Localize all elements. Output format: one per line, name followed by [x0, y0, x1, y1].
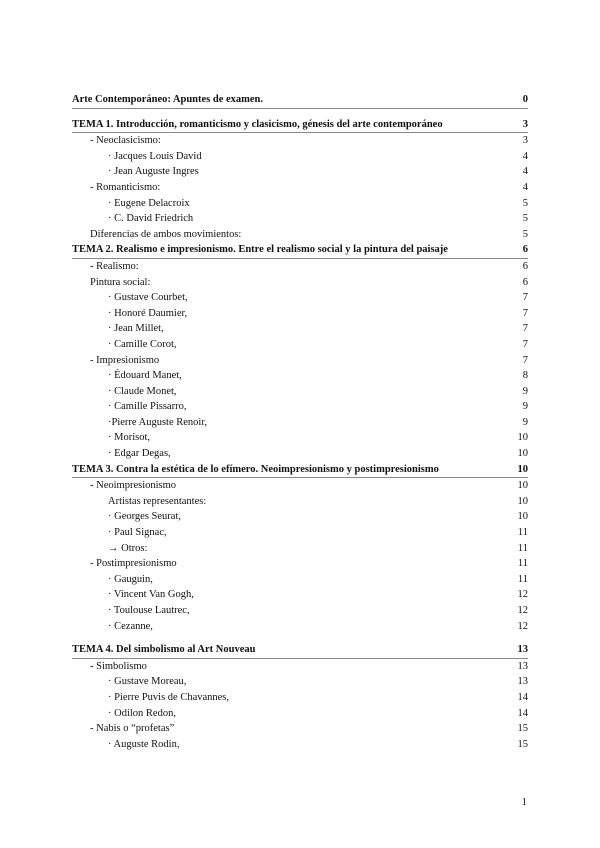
toc-page-number: 7: [522, 338, 528, 350]
toc-entry-text: · Eugene Delacroix: [108, 197, 190, 209]
page-number: 1: [521, 796, 527, 808]
toc-page-number: 14: [517, 691, 528, 703]
toc-entry-text: - Neoclasicismo:: [90, 135, 161, 147]
toc-page-number: 13: [517, 644, 528, 656]
toc-page-number: 13: [517, 676, 528, 688]
toc-entry[interactable]: [72, 353, 528, 369]
toc-entry[interactable]: [72, 509, 528, 525]
table-of-contents: [72, 92, 528, 752]
toc-entry-text: · Gustave Moreau,: [108, 676, 187, 688]
toc-entry-text: Pintura social:: [90, 276, 151, 288]
toc-entry-text: · Jean Auguste Ingres: [108, 166, 199, 178]
toc-entry[interactable]: [72, 603, 528, 619]
toc-entry-text: · Paul Signac,: [108, 527, 167, 539]
toc-entry[interactable]: [72, 737, 528, 753]
toc-entry-text: - Nabis o “profetas”: [90, 723, 175, 735]
toc-page-number: 12: [517, 605, 528, 616]
toc-entry[interactable]: [72, 415, 528, 431]
toc-entry-text: · Cezanne,: [108, 620, 153, 632]
toc-entry-text: - Romanticismo:: [90, 181, 161, 193]
toc-entry-text: · Georges Seurat,: [108, 511, 181, 523]
toc-entry-text: · Morisot,: [108, 432, 150, 444]
toc-entry-text: TEMA 3. Contra la estética de lo efímero. Neoimpresionismo y postimpresionismo: [72, 463, 439, 475]
toc-page-number: 6: [522, 276, 528, 288]
toc-entry-text: · Jacques Louis David: [108, 150, 202, 162]
toc-entry[interactable]: [72, 446, 528, 462]
toc-entry-text: · Odilon Redon,: [108, 707, 176, 719]
toc-entry-text: · Pierre Puvis de Chavannes,: [108, 691, 230, 703]
toc-entry[interactable]: [72, 556, 528, 572]
toc-entry[interactable]: [72, 164, 528, 180]
toc-page-number: 3: [522, 118, 528, 130]
toc-page-number: 4: [522, 150, 528, 162]
toc-heading[interactable]: [72, 242, 528, 259]
toc-entry[interactable]: [72, 133, 528, 149]
toc-entry[interactable]: [72, 180, 528, 196]
toc-page-number: 10: [517, 495, 528, 507]
toc-page-number: 10: [517, 480, 528, 492]
toc-page-number: 11: [517, 542, 528, 554]
toc-entry[interactable]: [72, 275, 528, 291]
toc-page-number: 5: [522, 213, 528, 225]
toc-entry-text: - Realismo:: [90, 260, 139, 272]
toc-entry[interactable]: [72, 306, 528, 322]
toc-page-number: 4: [522, 181, 528, 193]
toc-entry[interactable]: [72, 290, 528, 306]
toc-page-number: 10: [517, 511, 528, 523]
toc-entry-text: Arte Contemporáneo: Apuntes de examen.: [72, 94, 264, 105]
toc-heading[interactable]: [72, 642, 528, 659]
toc-entry-text: · Auguste Rodin,: [108, 738, 180, 750]
toc-entry[interactable]: [72, 619, 528, 635]
toc-entry-text: - Postimpresionismo: [90, 558, 177, 570]
toc-page-number: 7: [522, 354, 528, 366]
section-gap: [72, 634, 528, 642]
toc-entry[interactable]: [72, 674, 528, 690]
toc-page-number: 4: [522, 166, 528, 178]
toc-entry[interactable]: [72, 706, 528, 722]
toc-entry-text: · C. David Friedrich: [108, 213, 194, 225]
toc-entry-text: → Otros:: [108, 542, 148, 554]
toc-page-number: 10: [517, 463, 528, 475]
toc-heading[interactable]: [72, 92, 528, 109]
toc-entry-text: Artistas representantes:: [108, 495, 207, 507]
toc-page-number: 12: [517, 620, 528, 632]
toc-entry-text: · Camille Pissarro,: [108, 401, 187, 413]
toc-entry[interactable]: [72, 368, 528, 384]
toc-entry[interactable]: [72, 690, 528, 706]
toc-entry-text: · Claude Monet,: [108, 385, 177, 397]
toc-entry[interactable]: [72, 149, 528, 165]
toc-entry-text: · Gauguin,: [108, 573, 153, 585]
toc-page-number: 10: [517, 448, 528, 460]
toc-page-number: 11: [517, 573, 528, 585]
toc-entry[interactable]: [72, 384, 528, 400]
toc-entry-text: TEMA 4. Del simbolismo al Art Nouveau: [72, 644, 256, 656]
toc-entry[interactable]: [72, 399, 528, 415]
toc-page-number: 6: [522, 244, 528, 256]
toc-entry[interactable]: [72, 721, 528, 737]
toc-entry[interactable]: [72, 587, 528, 603]
toc-page-number: 5: [522, 197, 528, 209]
toc-entry-text: TEMA 1. Introducción, romanticismo y clasicismo, génesis del arte contemporáneo: [72, 118, 443, 130]
toc-entry-text: · Toulouse Lautrec,: [108, 605, 190, 616]
toc-page-number: 15: [517, 738, 528, 750]
toc-page-number: 9: [522, 416, 528, 428]
toc-entry-text: Diferencias de ambos movimientos:: [90, 228, 242, 240]
toc-entry[interactable]: [72, 321, 528, 337]
toc-entry[interactable]: [72, 659, 528, 675]
toc-page-number: 15: [517, 723, 528, 735]
toc-page-number: 9: [522, 385, 528, 397]
toc-entry-text: · Honoré Daumier,: [108, 307, 188, 319]
toc-entry-text: - Neoimpresionismo: [90, 480, 177, 492]
toc-entry[interactable]: [72, 525, 528, 541]
toc-page-number: 9: [522, 401, 528, 413]
toc-page-number: 5: [522, 228, 528, 240]
toc-entry[interactable]: [72, 572, 528, 588]
toc-entry[interactable]: [72, 211, 528, 227]
toc-entry-text: - Impresionismo: [90, 354, 160, 366]
toc-page-number: 6: [522, 260, 528, 272]
toc-page-number: 7: [522, 292, 528, 304]
toc-entry-text: ·Pierre Auguste Renoir,: [108, 416, 208, 428]
toc-entry[interactable]: [72, 494, 528, 510]
toc-entry[interactable]: [72, 337, 528, 353]
toc-page-number: 0: [522, 94, 528, 105]
toc-entry-text: · Gustave Courbet,: [108, 292, 188, 304]
toc-page-number: 13: [517, 660, 528, 672]
toc-page-number: 14: [517, 707, 528, 719]
toc-heading[interactable]: [72, 462, 528, 479]
toc-entry[interactable]: [72, 227, 528, 243]
toc-entry[interactable]: [72, 541, 528, 557]
toc-entry-text: · Édouard Manet,: [108, 370, 182, 382]
toc-entry[interactable]: [72, 478, 528, 494]
toc-entry[interactable]: [72, 430, 528, 446]
toc-page-number: 7: [522, 307, 528, 319]
toc-page-number: 8: [522, 370, 528, 382]
toc-entry-text: · Camille Corot,: [108, 338, 177, 350]
toc-page-number: 12: [517, 589, 528, 601]
toc-entry-text: · Edgar Degas,: [108, 448, 171, 460]
toc-page-number: 7: [522, 323, 528, 335]
toc-page-number: 11: [517, 527, 528, 539]
toc-entry[interactable]: [72, 196, 528, 212]
toc-entry-text: - Simbolismo: [90, 660, 147, 672]
toc-page-number: 10: [517, 432, 528, 444]
toc-entry-text: TEMA 2. Realismo e impresionismo. Entre el realismo social y la pintura del paisaje: [72, 244, 448, 256]
toc-entry[interactable]: [72, 259, 528, 275]
section-gap: [72, 109, 528, 117]
toc-page-number: 11: [517, 558, 528, 570]
toc-page-number: 3: [522, 135, 528, 147]
toc-entry-text: · Jean Millet,: [108, 323, 164, 335]
toc-entry-text: · Vincent Van Gogh,: [108, 589, 194, 601]
toc-heading[interactable]: [72, 117, 528, 134]
